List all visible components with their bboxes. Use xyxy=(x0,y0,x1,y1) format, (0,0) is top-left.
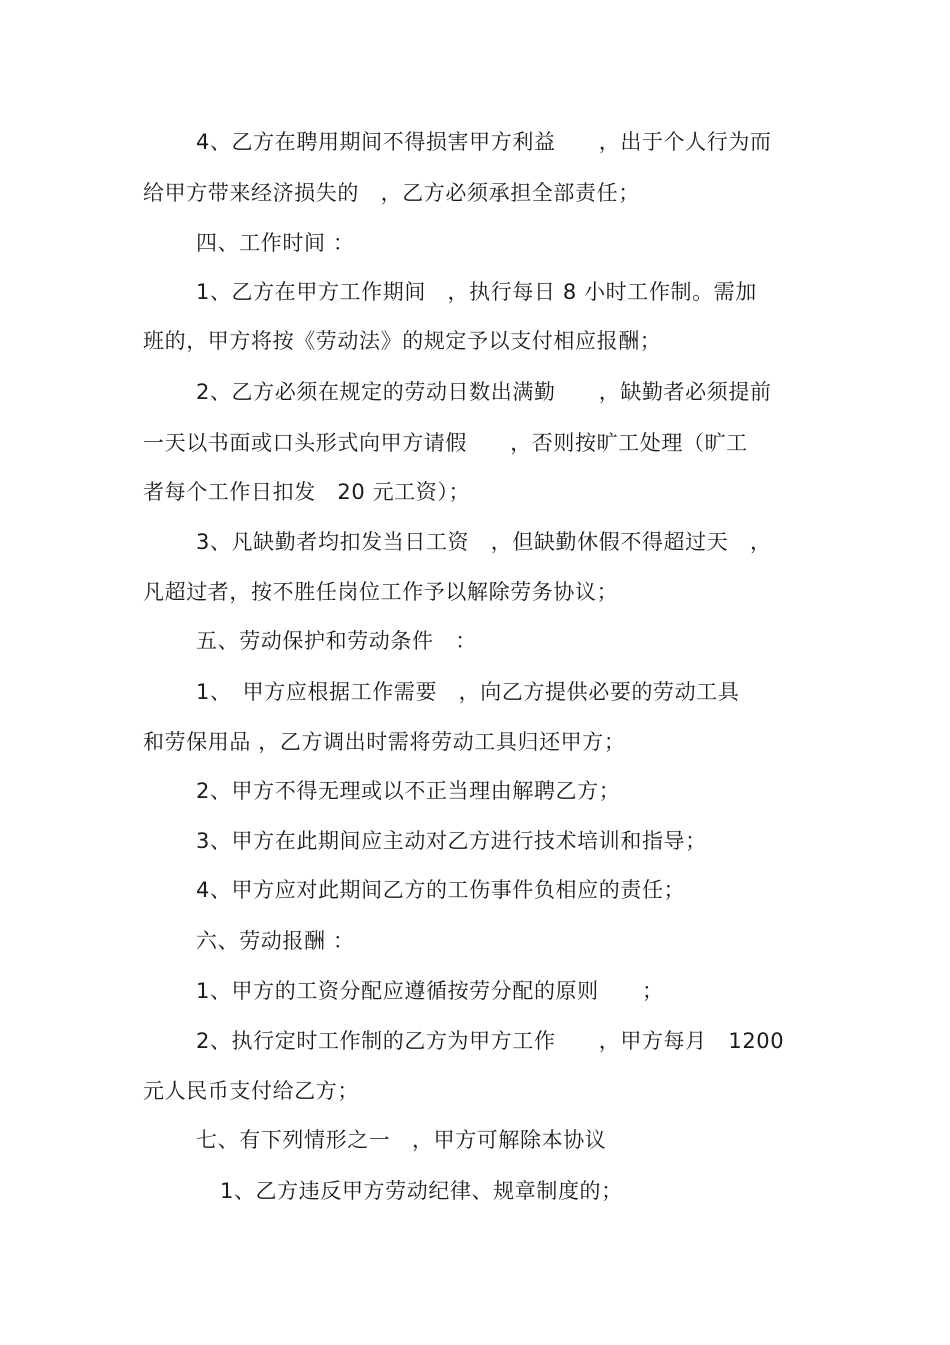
line-text: 凡超过者，按不胜任岗位工作予以解除劳务协议； xyxy=(143,580,619,604)
line-text: 班的，甲方将按《劳动法》的规定予以支付相应报酬； xyxy=(143,329,662,353)
paragraph-line xyxy=(196,978,664,1004)
section-heading xyxy=(196,230,354,256)
line-text: 者每个工作日扣发 20 元工资）； xyxy=(143,480,471,504)
line-text: 1、乙方违反甲方劳动纪律、规章制度的； xyxy=(220,1179,623,1203)
section-heading xyxy=(196,628,477,654)
line-text: 1、乙方在甲方工作期间 ，执行每日 8 小时工作制。需加 xyxy=(196,280,757,304)
line-text: 1、甲方的工资分配应遵循按劳分配的原则 ； xyxy=(196,979,664,1003)
line-text: 2、甲方不得无理或以不正当理由解聘乙方； xyxy=(196,779,621,803)
line-text: 五、劳动保护和劳动条件 ： xyxy=(196,629,477,653)
line-text: 3、凡缺勤者均扣发当日工资 ，但缺勤休假不得超过天 ， xyxy=(196,530,772,554)
paragraph-line xyxy=(143,180,640,206)
paragraph-line xyxy=(196,828,707,854)
line-text: 和劳保用品 ，乙方调出时需将劳动工具归还甲方； xyxy=(143,730,626,754)
paragraph-line xyxy=(196,529,772,555)
paragraph-line xyxy=(143,1078,359,1104)
paragraph-line xyxy=(143,328,661,354)
paragraph-line xyxy=(196,279,757,305)
line-text: 2、乙方必须在规定的劳动日数出满勤 ，缺勤者必须提前 xyxy=(196,380,772,404)
line-text: 2、执行定时工作制的乙方为甲方工作 ，甲方每月 1200 xyxy=(196,1029,785,1053)
line-text: 1、 甲方应根据工作需要 ，向乙方提供必要的劳动工具 xyxy=(196,680,740,704)
paragraph-line xyxy=(220,1178,623,1204)
paragraph-line xyxy=(196,679,739,705)
paragraph-line xyxy=(143,579,618,605)
line-text: 七、有下列情形之一 ，甲方可解除本协议 xyxy=(196,1128,607,1152)
paragraph-line xyxy=(143,479,470,505)
section-heading xyxy=(196,928,354,954)
line-text: 给甲方带来经济损失的 ，乙方必须承担全部责任； xyxy=(143,181,640,205)
paragraph-line xyxy=(143,729,625,755)
paragraph-line xyxy=(143,430,748,456)
line-text: 4、乙方在聘用期间不得损害甲方利益 ，出于个人行为而 xyxy=(196,130,772,154)
line-text: 3、甲方在此期间应主动对乙方进行技术培训和指导； xyxy=(196,829,707,853)
paragraph-line xyxy=(196,1028,784,1054)
line-text: 六、劳动报酬 ： xyxy=(196,929,355,953)
line-text: 一天以书面或口头形式向甲方请假 ，否则按旷工处理（旷工 xyxy=(143,431,748,455)
line-text: 4、甲方应对此期间乙方的工伤事件负相应的责任； xyxy=(196,878,686,902)
paragraph-line xyxy=(196,778,620,804)
line-text: 元人民币支付给乙方； xyxy=(143,1079,359,1103)
line-text: 四、工作时间 ： xyxy=(196,231,355,255)
paragraph-line xyxy=(196,129,772,155)
paragraph-line xyxy=(196,877,685,903)
section-heading xyxy=(196,1127,606,1153)
paragraph-line xyxy=(196,379,772,405)
